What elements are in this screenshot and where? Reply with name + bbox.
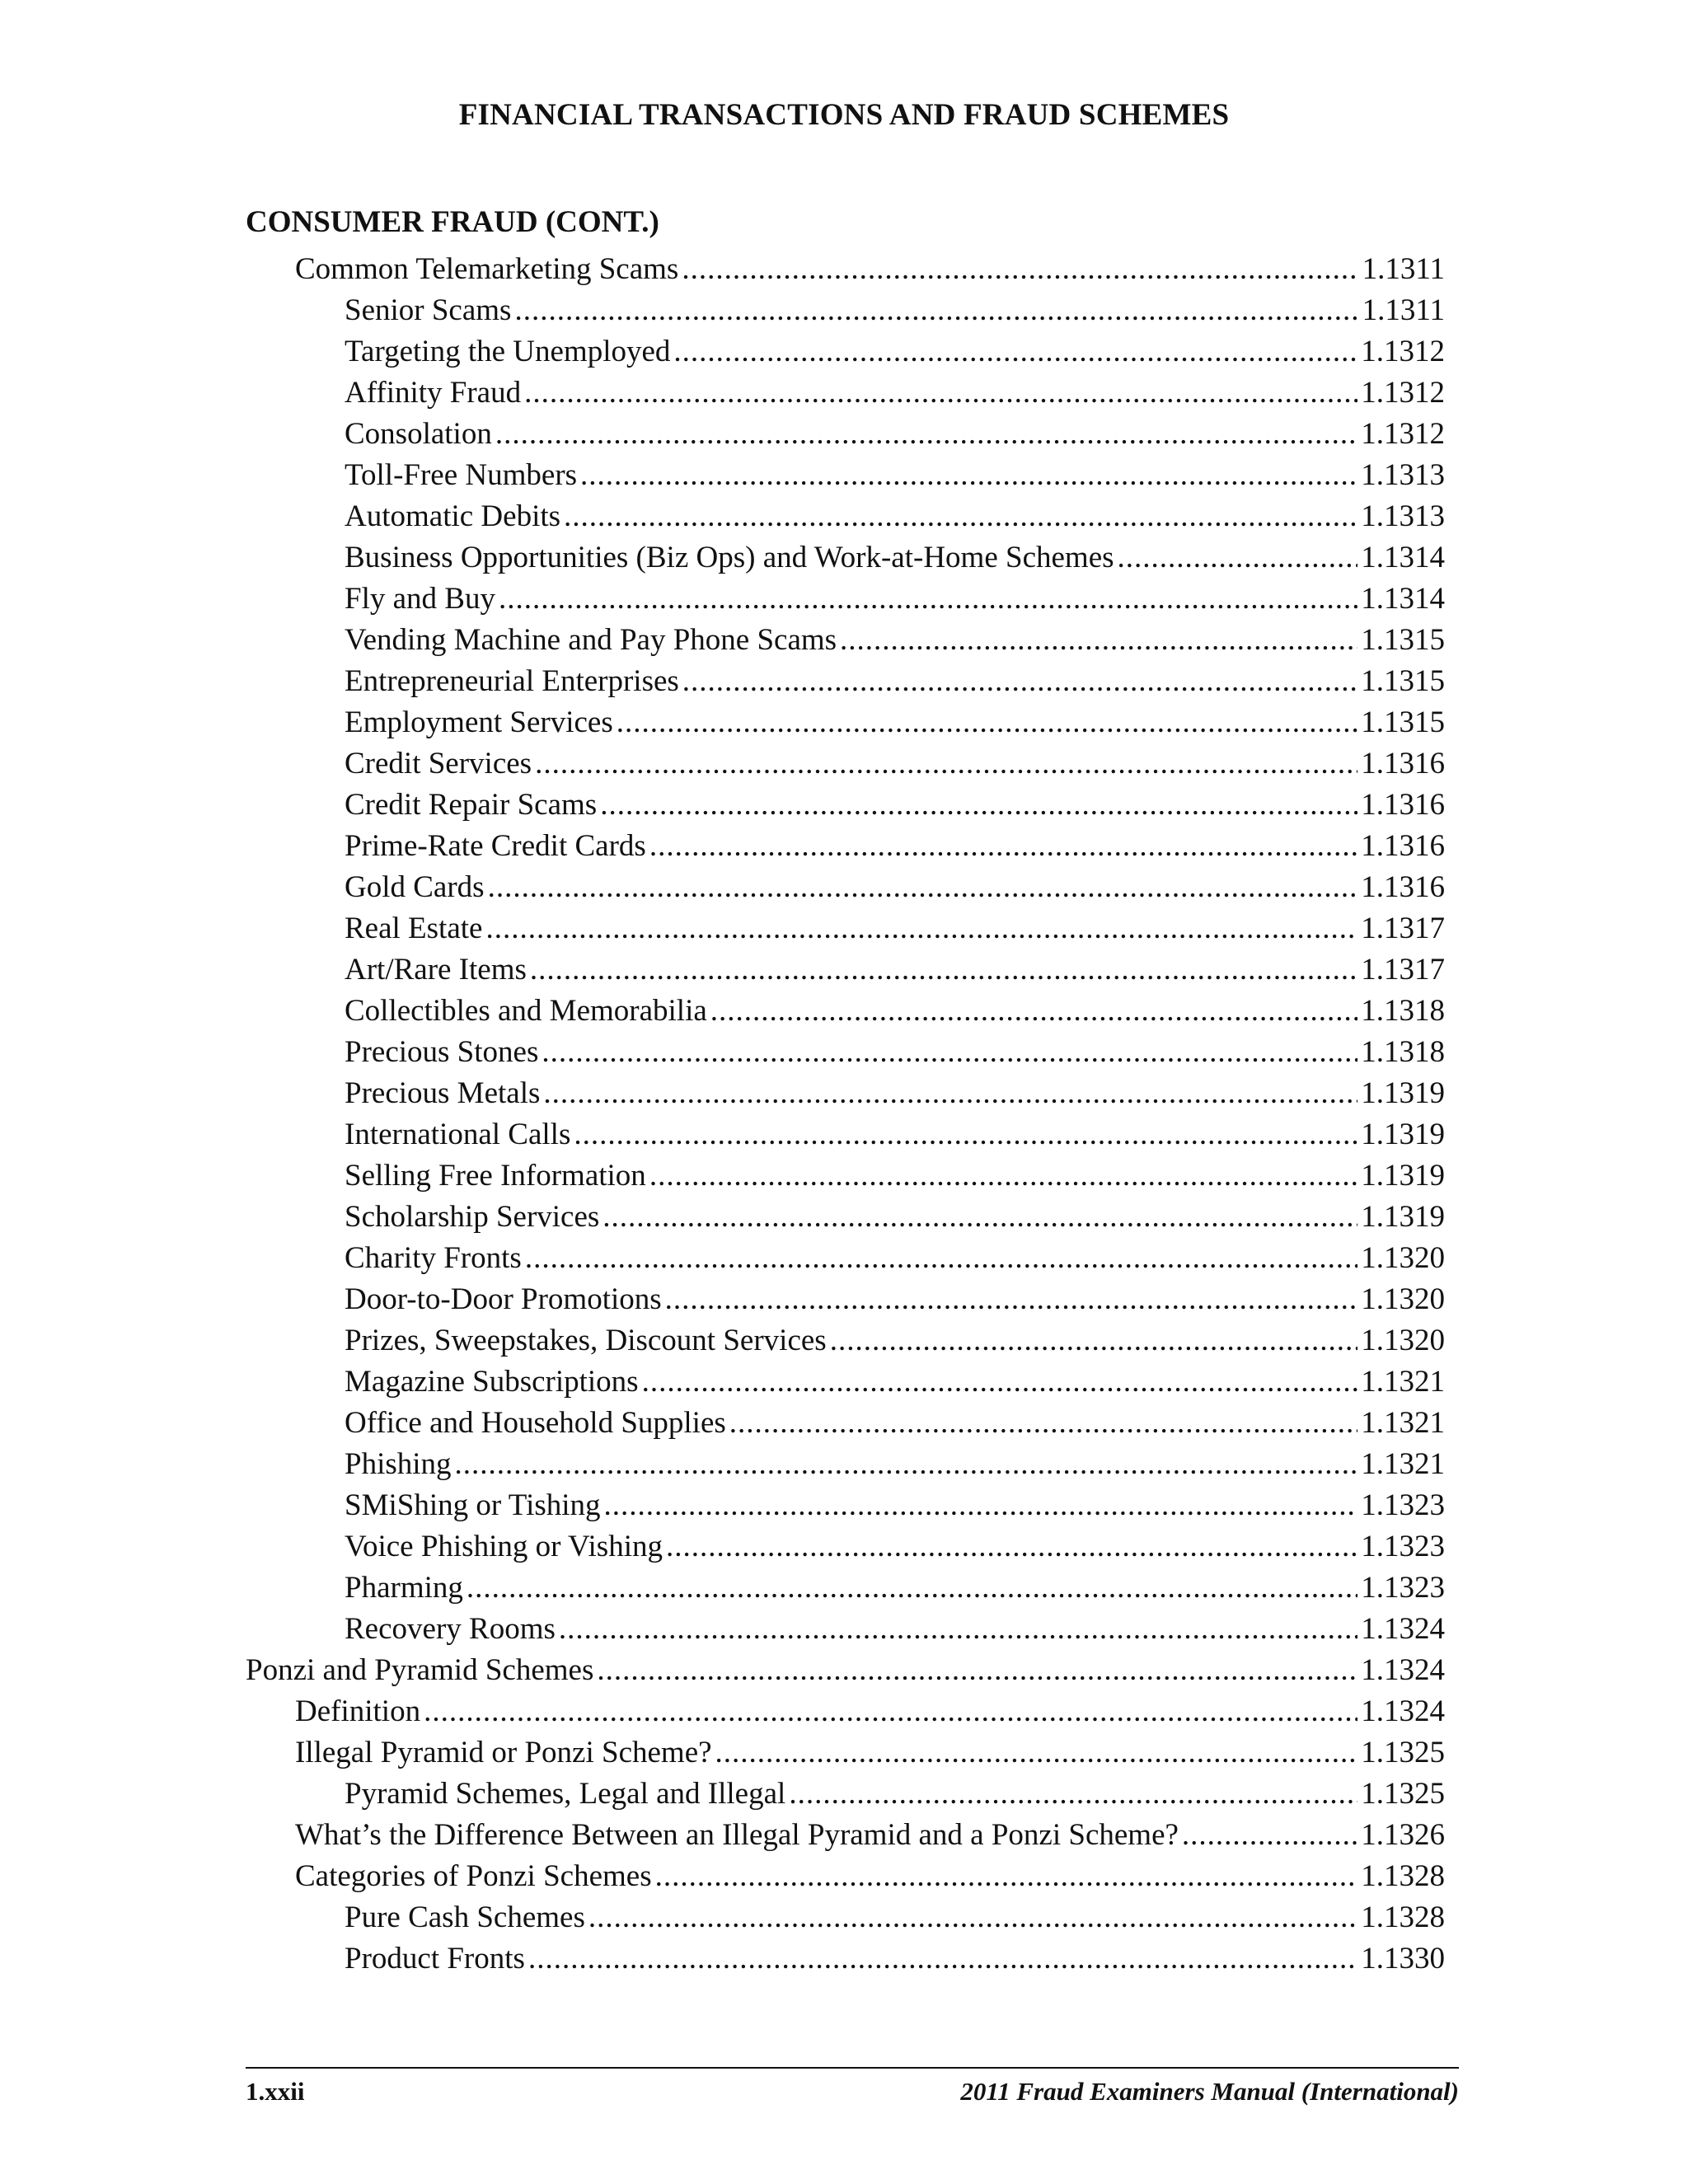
- toc-entry-title: Illegal Pyramid or Ponzi Scheme?: [295, 1736, 712, 1769]
- toc-dot-leader: [715, 1732, 1358, 1774]
- toc-entry-title: SMiShing or Tishing: [345, 1488, 601, 1522]
- toc-dot-leader: [499, 579, 1357, 620]
- toc-entry[interactable]: [246, 1568, 1445, 1609]
- toc-entry-page: 1.1320: [1361, 1241, 1445, 1275]
- toc-entry-title: Definition: [295, 1694, 421, 1728]
- toc-entry-title: Affinity Fraud: [345, 376, 522, 410]
- toc-entry-page: 1.1326: [1361, 1818, 1445, 1852]
- toc-entry-title: Precious Stones: [345, 1035, 539, 1069]
- toc-dot-leader: [729, 1403, 1357, 1444]
- toc-dot-leader: [655, 1856, 1358, 1897]
- toc-entry[interactable]: [246, 785, 1445, 826]
- footer-page-number: 1.xxii: [246, 2077, 305, 2106]
- toc-entry-title: Business Opportunities (Biz Ops) and Work-at-Home Schemes: [345, 541, 1114, 574]
- toc-entry-title: Collectibles and Memorabilia: [345, 994, 707, 1028]
- toc-entry-page: 1.1319: [1361, 1159, 1445, 1193]
- toc-entry[interactable]: [246, 1320, 1445, 1361]
- toc-entry-page: 1.1323: [1361, 1571, 1445, 1605]
- toc-entry[interactable]: [246, 1526, 1445, 1568]
- toc-dot-leader: [673, 331, 1357, 373]
- toc-dot-leader: [542, 1032, 1357, 1073]
- toc-entry-page: 1.1318: [1361, 994, 1445, 1028]
- toc-entry-title: Categories of Ponzi Schemes: [295, 1859, 652, 1893]
- toc-dot-leader: [495, 414, 1357, 455]
- toc-dot-leader: [830, 1320, 1358, 1361]
- toc-dot-leader: [485, 908, 1357, 949]
- toc-entry[interactable]: [246, 414, 1445, 455]
- toc-entry-title: Phishing: [345, 1447, 452, 1481]
- toc-dot-leader: [1182, 1815, 1357, 1856]
- toc-entry-page: 1.1330: [1361, 1942, 1445, 1975]
- toc-entry-title: Pure Cash Schemes: [345, 1900, 585, 1934]
- toc-entry-page: 1.1317: [1361, 953, 1445, 987]
- toc-entry-title: Gold Cards: [345, 870, 485, 904]
- toc-entry[interactable]: [246, 1691, 1445, 1732]
- toc-entry[interactable]: [246, 1403, 1445, 1444]
- toc-entry-page: 1.1318: [1361, 1035, 1445, 1069]
- toc-entry[interactable]: [246, 1032, 1445, 1073]
- toc-entry-title: Ponzi and Pyramid Schemes: [246, 1653, 594, 1687]
- toc-entry-page: 1.1315: [1361, 705, 1445, 739]
- toc-dot-leader: [580, 455, 1357, 496]
- toc-entry-title: Precious Metals: [345, 1076, 541, 1110]
- toc-entry-page: 1.1321: [1361, 1365, 1445, 1399]
- toc-entry-page: 1.1316: [1361, 870, 1445, 904]
- toc-entry-page: 1.1319: [1361, 1118, 1445, 1151]
- toc-dot-leader: [455, 1444, 1358, 1485]
- toc-entry-title: Real Estate: [345, 912, 483, 945]
- toc-entry[interactable]: [246, 496, 1445, 537]
- toc-dot-leader: [840, 620, 1357, 661]
- toc-entry-page: 1.1324: [1361, 1694, 1445, 1728]
- toc-entry-title: Product Fronts: [345, 1942, 525, 1975]
- toc-entry[interactable]: [246, 1444, 1445, 1485]
- toc-entry-title: Pyramid Schemes, Legal and Illegal: [345, 1777, 786, 1811]
- toc-entry-page: 1.1314: [1361, 541, 1445, 574]
- toc-entry[interactable]: [246, 1238, 1445, 1279]
- toc-dot-leader: [528, 1938, 1357, 1980]
- toc-entry-title: Vending Machine and Pay Phone Scams: [345, 623, 837, 657]
- toc-dot-leader: [424, 1691, 1357, 1732]
- toc-entry-page: 1.1311: [1362, 252, 1445, 286]
- toc-entry-page: 1.1312: [1361, 417, 1445, 451]
- toc-entry[interactable]: [246, 455, 1445, 496]
- toc-entry[interactable]: [246, 331, 1445, 373]
- toc-entry[interactable]: [246, 1073, 1445, 1114]
- toc-entry-page: 1.1312: [1361, 376, 1445, 410]
- toc-entry[interactable]: [246, 1732, 1445, 1774]
- toc-entry-title: Common Telemarketing Scams: [295, 252, 679, 286]
- toc-dot-leader: [559, 1609, 1357, 1650]
- toc-entry-title: Voice Phishing or Vishing: [345, 1530, 663, 1563]
- toc-entry[interactable]: [246, 373, 1445, 414]
- toc-dot-leader: [588, 1897, 1357, 1938]
- toc-entry[interactable]: [246, 1279, 1445, 1320]
- toc-entry[interactable]: [246, 661, 1445, 702]
- toc-entry-page: 1.1325: [1361, 1777, 1445, 1811]
- toc-entry-title: Door-to-Door Promotions: [345, 1282, 662, 1316]
- page-header-title: FINANCIAL TRANSACTIONS AND FRAUD SCHEMES: [458, 98, 1230, 132]
- toc-dot-leader: [525, 1238, 1357, 1279]
- toc-entry-title: Recovery Rooms: [345, 1612, 556, 1646]
- toc-entry-page: 1.1321: [1361, 1406, 1445, 1440]
- toc-entry-title: Prizes, Sweepstakes, Discount Services: [345, 1324, 827, 1357]
- toc-entry[interactable]: [246, 1485, 1445, 1526]
- toc-entry-page: 1.1324: [1361, 1653, 1445, 1687]
- toc-entry-page: 1.1316: [1361, 747, 1445, 780]
- toc-entry[interactable]: [246, 249, 1445, 290]
- toc-dot-leader: [642, 1361, 1358, 1403]
- toc-entry-page: 1.1316: [1361, 829, 1445, 863]
- toc-entry-title: Credit Services: [345, 747, 532, 780]
- toc-entry[interactable]: [246, 1155, 1445, 1197]
- footer-manual-title: 2011 Fraud Examiners Manual (International): [960, 2077, 1459, 2106]
- toc-dot-leader: [467, 1568, 1357, 1609]
- toc-entry-title: Toll-Free Numbers: [345, 458, 578, 492]
- toc-entry[interactable]: [246, 537, 1445, 579]
- toc-entry-title: Art/Rare Items: [345, 953, 527, 987]
- toc-dot-leader: [1118, 537, 1358, 579]
- toc-entry-title: Targeting the Unemployed: [345, 335, 671, 368]
- toc-dot-leader: [597, 1650, 1357, 1691]
- toc-dot-leader: [530, 949, 1357, 991]
- toc-entry[interactable]: [246, 1197, 1445, 1238]
- toc-entry-title: Automatic Debits: [345, 499, 561, 533]
- toc-dot-leader: [603, 1197, 1357, 1238]
- toc-entry-title: Senior Scams: [345, 293, 512, 327]
- toc-entry[interactable]: [246, 1361, 1445, 1403]
- toc-entry[interactable]: [246, 1650, 1445, 1691]
- toc-dot-leader: [564, 496, 1357, 537]
- toc-entry[interactable]: [246, 1815, 1445, 1856]
- toc-dot-leader: [682, 249, 1358, 290]
- toc-entry-page: 1.1313: [1361, 458, 1445, 492]
- toc-entry-page: 1.1315: [1361, 664, 1445, 698]
- footer-divider: [246, 2067, 1459, 2069]
- toc-entry-title: Scholarship Services: [345, 1200, 600, 1234]
- toc-dot-leader: [514, 290, 1358, 331]
- toc-entry-title: Entrepreneurial Enterprises: [345, 664, 679, 698]
- toc-entry[interactable]: [246, 290, 1445, 331]
- toc-entry-page: 1.1311: [1362, 293, 1445, 327]
- toc-entry[interactable]: [246, 1609, 1445, 1650]
- toc-dot-leader: [665, 1279, 1358, 1320]
- toc-entry-title: International Calls: [345, 1118, 571, 1151]
- toc-entry-page: 1.1320: [1361, 1282, 1445, 1316]
- toc-entry-title: Charity Fronts: [345, 1241, 522, 1275]
- toc-dot-leader: [666, 1526, 1357, 1568]
- toc-entry-page: 1.1328: [1361, 1900, 1445, 1934]
- toc-dot-leader: [649, 826, 1357, 867]
- toc-dot-leader: [710, 991, 1357, 1032]
- toc-entry-page: 1.1323: [1361, 1530, 1445, 1563]
- toc-entry-title: Office and Household Supplies: [345, 1406, 726, 1440]
- toc-entry-page: 1.1314: [1361, 582, 1445, 616]
- toc-dot-leader: [604, 1485, 1358, 1526]
- toc-entry-page: 1.1324: [1361, 1612, 1445, 1646]
- toc-entry-page: 1.1319: [1361, 1200, 1445, 1234]
- toc-entry-page: 1.1316: [1361, 788, 1445, 822]
- toc-entry[interactable]: [246, 867, 1445, 908]
- toc-entry-title: What’s the Difference Between an Illegal Pyramid and a Ponzi Scheme?: [295, 1818, 1179, 1852]
- toc-dot-leader: [574, 1114, 1357, 1155]
- toc-entry[interactable]: [246, 579, 1445, 620]
- toc-entry[interactable]: [246, 1897, 1445, 1938]
- toc-dot-leader: [600, 785, 1357, 826]
- toc-entry-title: Employment Services: [345, 705, 613, 739]
- toc-dot-leader: [488, 867, 1358, 908]
- toc-entry-title: Fly and Buy: [345, 582, 495, 616]
- toc-entry-title: Magazine Subscriptions: [345, 1365, 639, 1399]
- toc-entry[interactable]: [246, 620, 1445, 661]
- toc-entry[interactable]: [246, 1938, 1445, 1980]
- toc-entry[interactable]: [246, 826, 1445, 867]
- toc-entry-title: Prime-Rate Credit Cards: [345, 829, 646, 863]
- toc-entry-page: 1.1321: [1361, 1447, 1445, 1481]
- toc-dot-leader: [524, 373, 1357, 414]
- toc-dot-leader: [543, 1073, 1357, 1114]
- toc-entry-page: 1.1325: [1361, 1736, 1445, 1769]
- toc-entry-title: Pharming: [345, 1571, 463, 1605]
- toc-entry[interactable]: [246, 743, 1445, 785]
- toc-dot-leader: [535, 743, 1357, 785]
- section-heading: CONSUMER FRAUD (CONT.): [246, 205, 659, 239]
- toc-dot-leader: [682, 661, 1357, 702]
- toc-entry-page: 1.1312: [1361, 335, 1445, 368]
- toc-entry-page: 1.1319: [1361, 1076, 1445, 1110]
- toc-entry-page: 1.1315: [1361, 623, 1445, 657]
- toc-entry-page: 1.1323: [1361, 1488, 1445, 1522]
- toc-entry[interactable]: [246, 908, 1445, 949]
- toc-entry[interactable]: [246, 991, 1445, 1032]
- toc-entry[interactable]: [246, 1774, 1445, 1815]
- toc-entry-page: 1.1313: [1361, 499, 1445, 533]
- toc-dot-leader: [649, 1155, 1357, 1197]
- toc-entry-title: Consolation: [345, 417, 492, 451]
- toc-dot-leader: [789, 1774, 1357, 1815]
- toc-entry-title: Credit Repair Scams: [345, 788, 598, 822]
- toc-entry-page: 1.1328: [1361, 1859, 1445, 1893]
- toc-entry-page: 1.1317: [1361, 912, 1445, 945]
- toc-entry[interactable]: [246, 1114, 1445, 1155]
- toc-entry-title: Selling Free Information: [345, 1159, 646, 1193]
- toc-entry[interactable]: [246, 949, 1445, 991]
- toc-entry[interactable]: [246, 702, 1445, 743]
- toc-entry-page: 1.1320: [1361, 1324, 1445, 1357]
- table-of-contents: [246, 249, 1445, 1980]
- toc-dot-leader: [617, 702, 1358, 743]
- toc-entry[interactable]: [246, 1856, 1445, 1897]
